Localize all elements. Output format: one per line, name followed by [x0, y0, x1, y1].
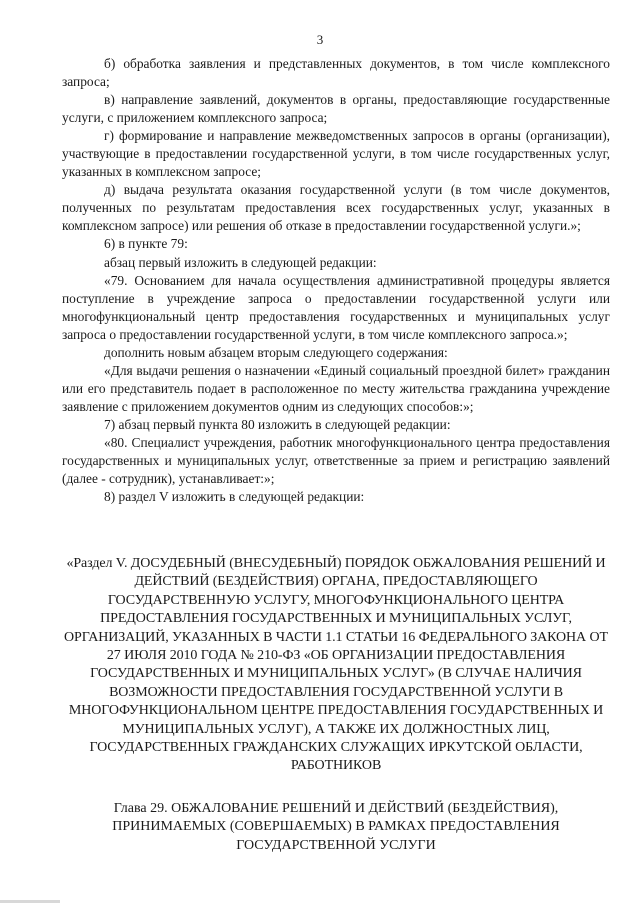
paragraph-item-v: в) направление заявлений, документов в органы, предоставляющие государственные услуги, с приложением комплексного запроса; [62, 92, 610, 126]
paragraph-item-d: д) выдача результата оказания государственной услуги (в том числе документов, полученных по результатам предоставления всех государственных услуг, указанных в комплексном запросе) или решения об отказе в предоставлении государственной услуги.»; [62, 182, 610, 234]
paragraph-quote-80: «80. Специалист учреждения, работник многофункционального центра предоставления государственных и муниципальных услуг, ответственные за прием и регистрацию заявлений (далее - сотрудник), устанавливает:»; [62, 434, 610, 487]
paragraph-quote-79: «79. Основанием для начала осуществления административной процедуры является поступление в учреждение запроса о предоставлении государственной услуги или многофункциональный центр предоставления государственных и муниципальных услуг запроса о предоставлении государственной услуги, в том числе комплексного запроса.»; [62, 272, 610, 342]
paragraph-point-6: 6) в пункте 79: [104, 236, 188, 252]
page-number: 3 [316, 32, 324, 47]
section-title: «Раздел V. ДОСУДЕБНЫЙ (ВНЕСУДЕБНЫЙ) ПОРЯДОК ОБЖАЛОВАНИЯ РЕШЕНИЙ И ДЕЙСТВИЙ (БЕЗДЕЙСТВИЯ) ОРГАНА, ПРЕДОСТАВЛЯЮЩЕГО ГОСУДАРСТВЕННУЮ УСЛУГУ, МНОГОФУНКЦИОНАЛЬНОГО ЦЕНТРА ПРЕДОСТАВЛЕНИЯ ГОСУДАРСТВЕННЫХ И МУНИЦИПАЛЬНЫХ УСЛУГ, ОРГАНИЗАЦИЙ, УКАЗАННЫХ В ЧАСТИ 1.1 СТАТЬИ 16 ФЕДЕРАЛЬНОГО ЗАКОНА ОТ 27 ИЮЛЯ 2010 ГОДА № 210-ФЗ «ОБ ОРГАНИЗАЦИИ ПРЕДОСТАВЛЕНИЯ ГОСУДАРСТВЕННЫХ И МУНИЦИПАЛЬНЫХ УСЛУГ» (В СЛУЧАЕ НАЛИЧИЯ ВОЗМОЖНОСТИ ПРЕДОСТАВЛЕНИЯ ГОСУДАРСТВЕННОЙ УСЛУГИ В МНОГОФУНКЦИОНАЛЬНОМ ЦЕНТРЕ ПРЕДОСТАВЛЕНИЯ ГОСУДАРСТВЕННЫХ И МУНИЦИПАЛЬНЫХ УСЛУГ), А ТАКЖЕ ИХ ДОЛЖНОСТНЫХ ЛИЦ, ГОСУДАРСТВЕННЫХ ГРАЖДАНСКИХ СЛУЖАЩИХ ИРКУТСКОЙ ОБЛАСТИ, РАБОТНИКОВ [64, 556, 608, 774]
body-text [62, 55, 610, 506]
scan-artifact [0, 900, 60, 903]
paragraph-point-8: 8) раздел V изложить в следующей редакции: [104, 489, 365, 505]
paragraph-add-second: дополнить новым абзацем вторым следующего содержания: [104, 344, 448, 360]
chapter-title: Глава 29. ОБЖАЛОВАНИЕ РЕШЕНИЙ И ДЕЙСТВИЙ (БЕЗДЕЙСТВИЯ), ПРИНИМАЕМЫХ (СОВЕРШАЕМЫХ) В РАМКАХ ПРЕДОСТАВЛЕНИЯ ГОСУДАРСТВЕННОЙ УСЛУГИ [112, 801, 560, 853]
paragraph-item-g: г) формирование и направление межведомственных запросов в органы (организации), участвующие в предоставлении государственной услуги, в том числе государственных услуг, указанных в комплексном запросе; [62, 128, 610, 180]
paragraph-abzac-first: абзац первый изложить в следующей редакции: [104, 254, 377, 270]
paragraph-quote-ticket: «Для выдачи решения о назначении «Единый социальный проездной билет» гражданин или его представитель подает в расположенное по месту жительства гражданина учреждение заявление с приложением документов одним из следующих способов:»; [62, 362, 610, 414]
paragraph-point-7: 7) абзац первый пункта 80 изложить в следующей редакции: [104, 416, 451, 432]
paragraph-item-b: б) обработка заявления и представленных документов, в том числе комплексного запроса; [62, 56, 610, 90]
